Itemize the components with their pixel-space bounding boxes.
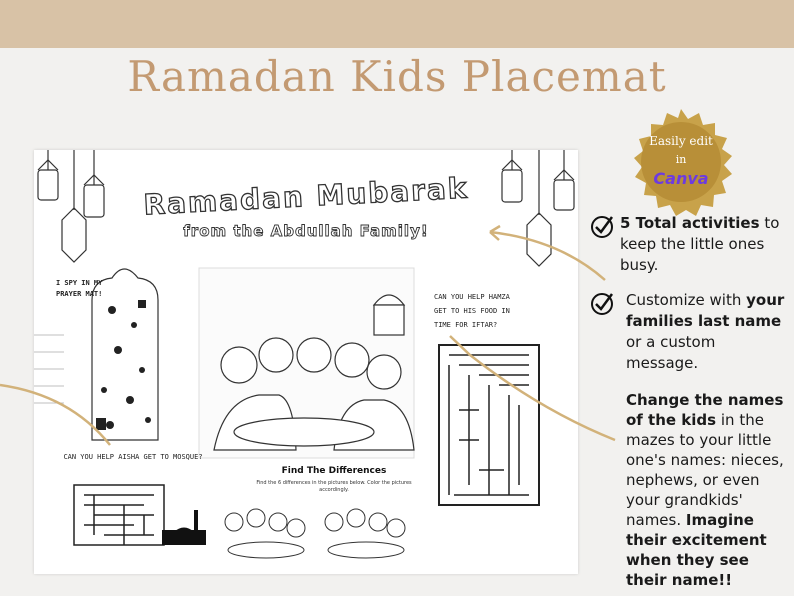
feature-customize-text: Customize with — [626, 291, 742, 309]
feature-customize-tail: or a custom message. — [626, 333, 716, 372]
i-spy-text: I SPY IN MY PRAYER MAT! — [56, 279, 103, 298]
feature-names — [626, 390, 786, 590]
aisha-maze-prompt: CAN YOU HELP AISHA GET TO MOSQUE? — [63, 453, 203, 461]
feature-names-tail: Imagine their excitement when they see their name!! — [626, 511, 767, 589]
feature-activities — [620, 213, 790, 276]
canva-logo: Canva — [653, 169, 709, 188]
badge-line1: Easily edit — [649, 134, 713, 148]
placemat-heading: Ramadan Mubarak — [142, 171, 470, 222]
canva-badge — [626, 107, 736, 217]
feature-names-text: in the mazes to your little one's names: nieces, nephews, or even your grandkids' names. — [626, 411, 784, 529]
find-differences-instructions: Find the 6 differences in the pictures below. Color the pictures accordingly. — [256, 480, 412, 493]
badge-line2: in — [675, 153, 687, 166]
check-icon — [590, 292, 614, 316]
feature-activities-text: to keep the little ones busy. — [620, 214, 780, 274]
hamza-maze-prompt: CAN YOU HELP HAMZA GET TO HIS FOOD IN TIME FOR IFTAR? — [434, 293, 510, 329]
placemat-family-name: from the Abdullah Family! — [183, 222, 429, 240]
find-differences-title: Find The Differences — [281, 466, 387, 476]
page-title: Ramadan Kids Placemat — [127, 52, 667, 101]
feature-customize-bold: your families last name — [626, 291, 785, 330]
check-icon — [590, 215, 614, 239]
feature-names-bold: Change the names of the kids — [626, 391, 784, 429]
feature-activities-bold: 5 Total activities — [620, 214, 760, 232]
feature-customize — [626, 290, 786, 374]
